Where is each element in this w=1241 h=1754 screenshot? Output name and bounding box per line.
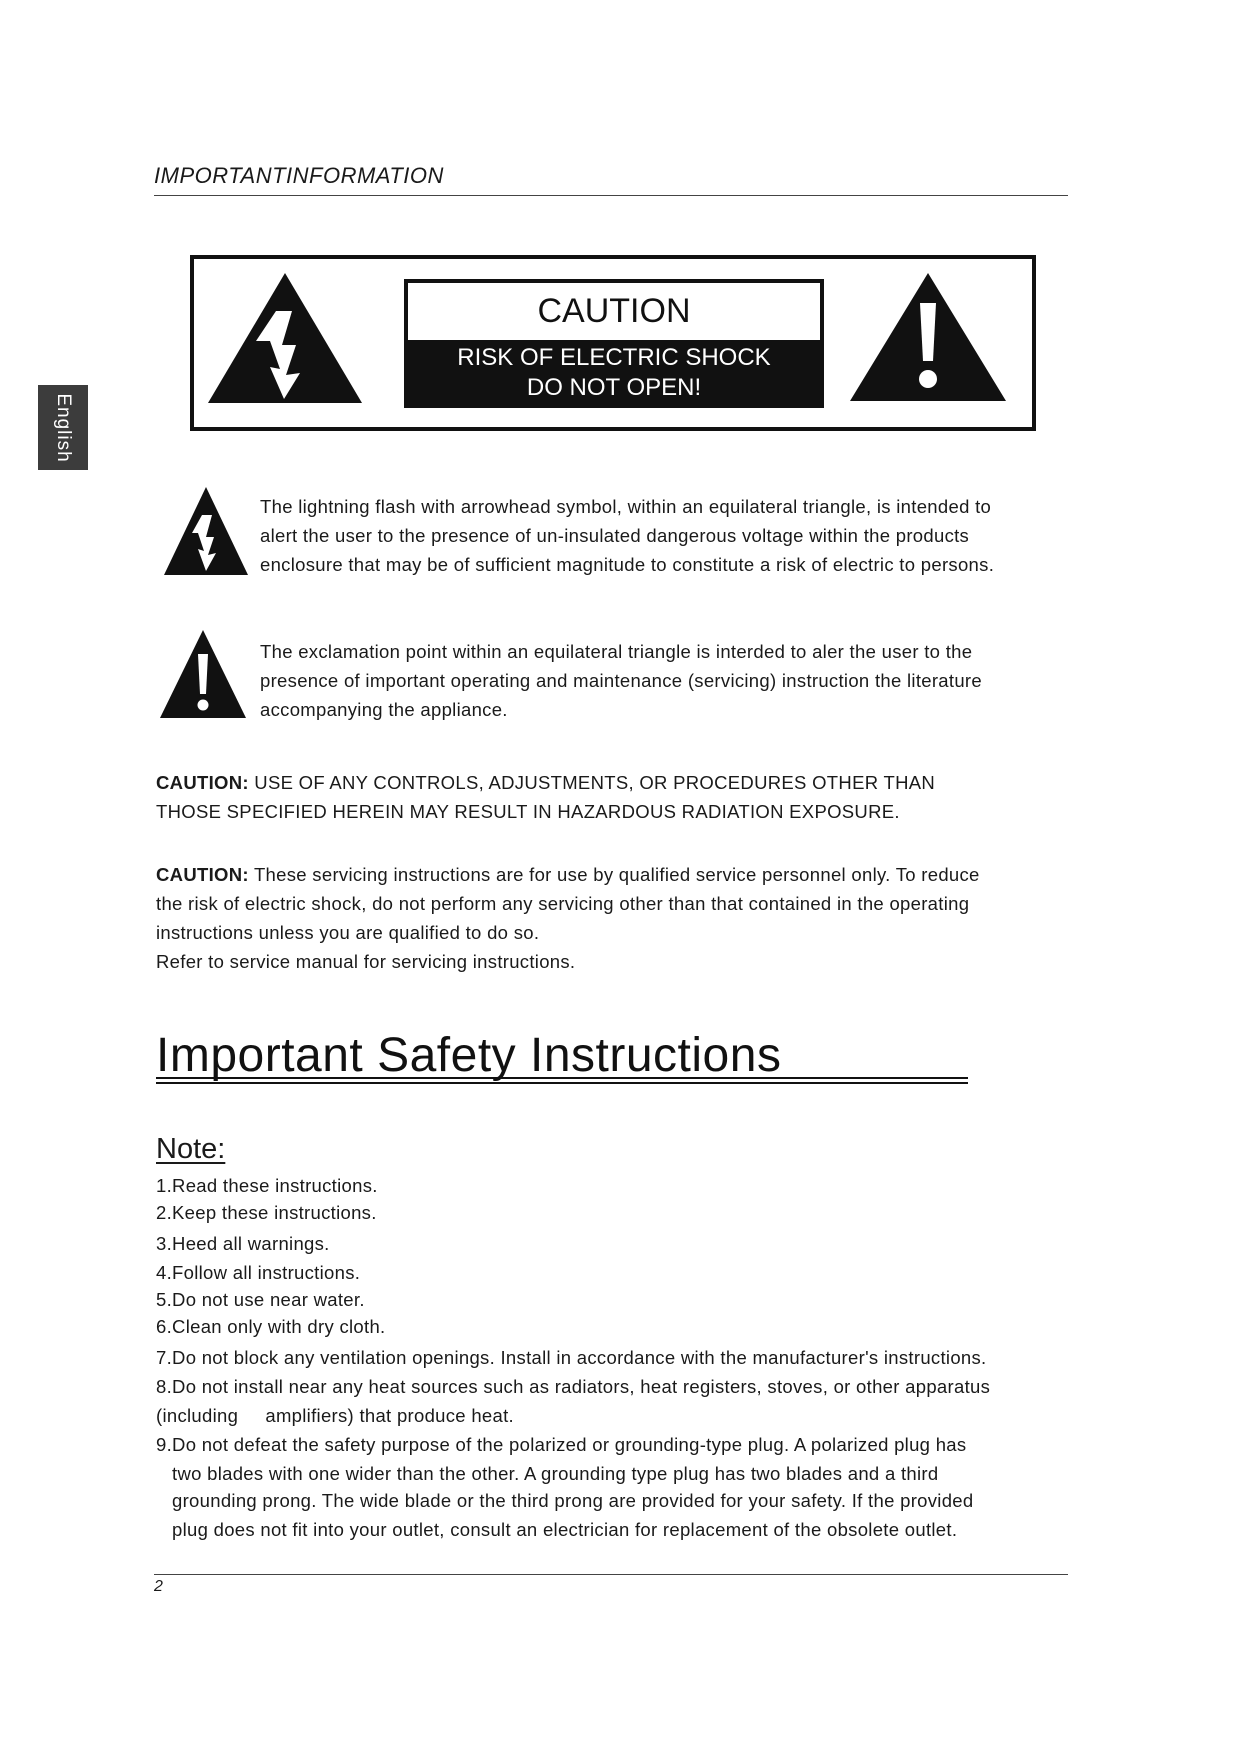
exclamation-symbol-description bbox=[260, 637, 1080, 724]
list-item: 6.Clean only with dry cloth. bbox=[156, 1316, 386, 1337]
text-span: These servicing instructions are for use by qualified service personnel only. To reduce bbox=[248, 864, 980, 885]
text-line: The exclamation point within an equilateral triangle is interded to aler the user to the bbox=[260, 641, 973, 662]
lightning-warning-icon bbox=[208, 273, 362, 403]
list-item-continuation: two blades with one wider than the other. A grounding type plug has two blades and a third bbox=[172, 1463, 939, 1484]
text-line: THOSE SPECIFIED HEREIN MAY RESULT IN HAZARDOUS RADIATION EXPOSURE. bbox=[156, 801, 900, 822]
text-line: the risk of electric shock, do not perform any servicing other than that contained in the operating bbox=[156, 893, 970, 914]
page-number: 2 bbox=[154, 1578, 163, 1595]
list-item-continuation: (including amplifiers) that produce heat. bbox=[156, 1405, 514, 1426]
list-item: 5.Do not use near water. bbox=[156, 1289, 365, 1310]
text-line: instructions unless you are qualified to do so. bbox=[156, 922, 540, 943]
list-item: 3.Heed all warnings. bbox=[156, 1233, 330, 1254]
language-tab bbox=[38, 385, 88, 470]
text-span: USE OF ANY CONTROLS, ADJUSTMENTS, OR PROCEDURES OTHER THAN bbox=[248, 772, 936, 793]
header-divider bbox=[154, 195, 1068, 196]
title-underline bbox=[156, 1082, 968, 1084]
caution-label-box bbox=[404, 279, 824, 408]
lightning-symbol-description bbox=[260, 492, 1080, 579]
safety-section-title: Important Safety Instructions bbox=[156, 1029, 782, 1082]
list-item: 1.Read these instructions. bbox=[156, 1175, 378, 1196]
title-underline bbox=[156, 1077, 968, 1079]
language-tab-label: English bbox=[53, 392, 74, 463]
list-item: 8.Do not install near any heat sources such as radiators, heat registers, stoves, or other apparatus bbox=[156, 1376, 991, 1397]
text-line: The lightning flash with arrowhead symbol, within an equilateral triangle, is intended to bbox=[260, 496, 992, 517]
text-line: enclosure that may be of sufficient magnitude to constitute a risk of electric to persons. bbox=[260, 554, 995, 575]
list-item-continuation: grounding prong. The wide blade or the third prong are provided for your safety. If the provided bbox=[172, 1490, 974, 1511]
text-line: presence of important operating and maintenance (servicing) instruction the literature bbox=[260, 670, 982, 691]
note-heading: Note: bbox=[156, 1133, 226, 1165]
caution-warning-block bbox=[408, 340, 820, 404]
page-header-title: IMPORTANTINFORMATION bbox=[154, 163, 444, 188]
lightning-symbol-icon bbox=[164, 487, 248, 575]
caution-title: CAUTION bbox=[537, 292, 691, 330]
caution-label: CAUTION: bbox=[156, 772, 249, 793]
list-item: 7.Do not block any ventilation openings. Install in accordance with the manufacturer's instructions. bbox=[156, 1347, 987, 1368]
list-item: 2.Keep these instructions. bbox=[156, 1202, 377, 1223]
caution-radiation-paragraph bbox=[156, 768, 1076, 826]
text-line: Refer to service manual for servicing instructions. bbox=[156, 951, 576, 972]
text-line bbox=[156, 860, 1076, 889]
exclamation-warning-icon bbox=[850, 273, 1006, 401]
footer-divider bbox=[154, 1574, 1068, 1575]
caution-label: CAUTION: bbox=[156, 864, 249, 885]
text-line bbox=[156, 768, 1076, 797]
caution-line-1: RISK OF ELECTRIC SHOCK bbox=[457, 344, 771, 371]
text-line: accompanying the appliance. bbox=[260, 699, 508, 720]
text-line: alert the user to the presence of un-insulated dangerous voltage within the products bbox=[260, 525, 970, 546]
list-item: 9.Do not defeat the safety purpose of the polarized or grounding-type plug. A polarized plug has bbox=[156, 1434, 967, 1455]
exclamation-symbol-icon bbox=[160, 630, 246, 718]
caution-line-2: DO NOT OPEN! bbox=[526, 374, 702, 401]
caution-servicing-paragraph bbox=[156, 860, 1076, 976]
list-item-continuation: plug does not fit into your outlet, consult an electrician for replacement of the obsolete outlet. bbox=[172, 1519, 958, 1540]
list-item: 4.Follow all instructions. bbox=[156, 1262, 361, 1283]
